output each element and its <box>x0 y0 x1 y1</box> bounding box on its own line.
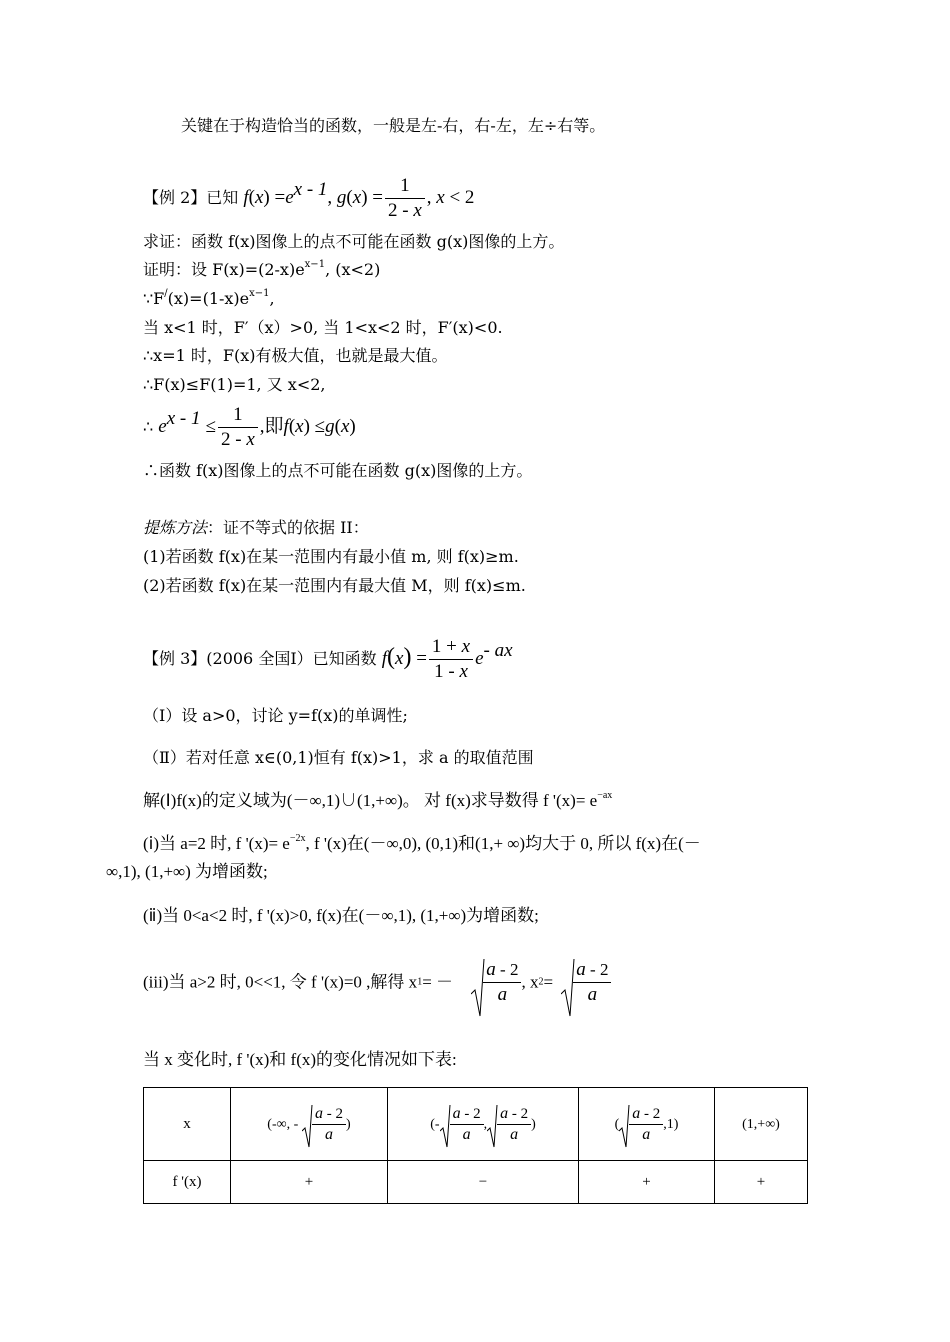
method-heading: 提炼方法：证不等式的依据 II： <box>143 518 369 537</box>
example3-question-2: （Ⅱ）若对任意 x∈(0,1)恒有 f(x)>1，求 a 的取值范围 <box>143 748 534 767</box>
proof-line-3: 当 x<1 时，F′（x）>0, 当 1<x<2 时，F′(x)<0. <box>143 318 503 337</box>
table-row <box>144 1088 808 1161</box>
table-cell-sign-3: + <box>579 1161 715 1204</box>
table-cell-x: x <box>144 1088 231 1161</box>
example2-header: 【例 2】已知 $f(x) =e^{x - 1}$, g(x) = $\frac{1}{2 - x}$ , x < 2 <box>143 175 475 221</box>
table-intro: 当 x 变化时, f '(x)和 f(x)的变化情况如下表: <box>143 1050 457 1069</box>
table-cell-interval-3: ( $\frac{a - 2}{a}$ ,1) <box>579 1088 715 1161</box>
example2-conclusion: ∴函数 f(x)图像上的点不可能在函数 g(x)图像的上方。 <box>143 461 533 480</box>
proof-line-2: $\because F^/(x)=(1-x)e^{x-1}$, <box>143 288 275 308</box>
example2-label: 【例 2】已知 <box>143 188 239 207</box>
table-row <box>144 1161 808 1204</box>
solution-line-1: 解(Ⅰ)f(x)的定义域为(－∞,1)∪(1,+∞)。 对 f(x)求导数得 f '$(x)= e^{-ax}$ <box>143 790 613 810</box>
sqrt-x2: $\frac{a - 2}{a}$ <box>561 958 611 1007</box>
table-cell-sign-2: − <box>388 1161 579 1204</box>
table-cell-sign-1: + <box>231 1161 388 1204</box>
sqrt-x1: $\frac{a - 2}{a}$ <box>471 958 521 1007</box>
table-cell-sign-4: + <box>715 1161 808 1204</box>
example3-question-1: （Ⅰ）设 a>0，讨论 y=f(x)的单调性; <box>143 706 408 725</box>
solution-case-3: (iii)当 a>2 时, 0<<1, 令 f '(x)=0 ,解得 x1= － $\frac{a - 2}{a}$ , x2= $\frac{a - 2}{a}$ <box>143 958 611 1018</box>
method-item-2: (2)若函数 f(x)在某一范围内有最大值 M，则 f(x)≤m. <box>143 576 526 595</box>
intro-line: 关键在于构造恰当的函数，一般是左-右，右-左，左÷右等。 <box>181 116 606 135</box>
example2-formula: f <box>243 187 249 208</box>
method-item-1: (1)若函数 f(x)在某一范围内有最小值 m, 则 f(x)≥m. <box>143 547 519 566</box>
table-cell-interval-1: (-∞, - $\frac{a - 2}{a}$ ) <box>231 1088 388 1161</box>
proof-line-4: ∴x=1 时，F(x)有极大值，也就是最大值。 <box>143 346 448 365</box>
example2-claim: 求证：函数 f(x)图像上的点不可能在函数 g(x)图像的上方。 <box>143 232 565 251</box>
table-cell-interval-4: (1,+∞) <box>715 1088 808 1161</box>
proof-line-1: 证明：设 $F(x)=(2-x)e^{x-1}$, (x<2) <box>143 259 381 279</box>
solution-case-1-cont: ∞,1), (1,+∞) 为增函数; <box>106 862 268 881</box>
table-cell-interval-2: (- $\frac{a - 2}{a}$ , $\frac{a - 2}{a}$ ) <box>388 1088 579 1161</box>
proof-line-5: ∴F(x)≤F(1)=1, 又 x<2, <box>143 375 326 394</box>
proof-line-6: ∴ $e^{x - 1}$ ≤ $\frac{1}{2 - x}$ ,即f(x) ≤g(x) <box>143 404 356 450</box>
table-cell-fprime: f '(x) <box>144 1161 231 1204</box>
solution-case-2: (ⅱ)当 0<a<2 时, f '(x)>0, f(x)在(－∞,1), (1,+∞)为增函数; <box>143 906 539 925</box>
example3-header: 【例 3】(2006 全国Ⅰ）已知函数 f(x) = $\frac{1 + x}{1 - x}$ $e^{- ax}$ <box>143 636 513 682</box>
solution-case-1: (ⅰ)当 a=2 时, f '$(x)= e^{-2x}$, f '(x)在(－∞,0), (0,1)和(1,+ ∞)均大于 0, 所以 f(x)在(－ <box>143 833 701 853</box>
variation-table <box>143 1087 808 1204</box>
